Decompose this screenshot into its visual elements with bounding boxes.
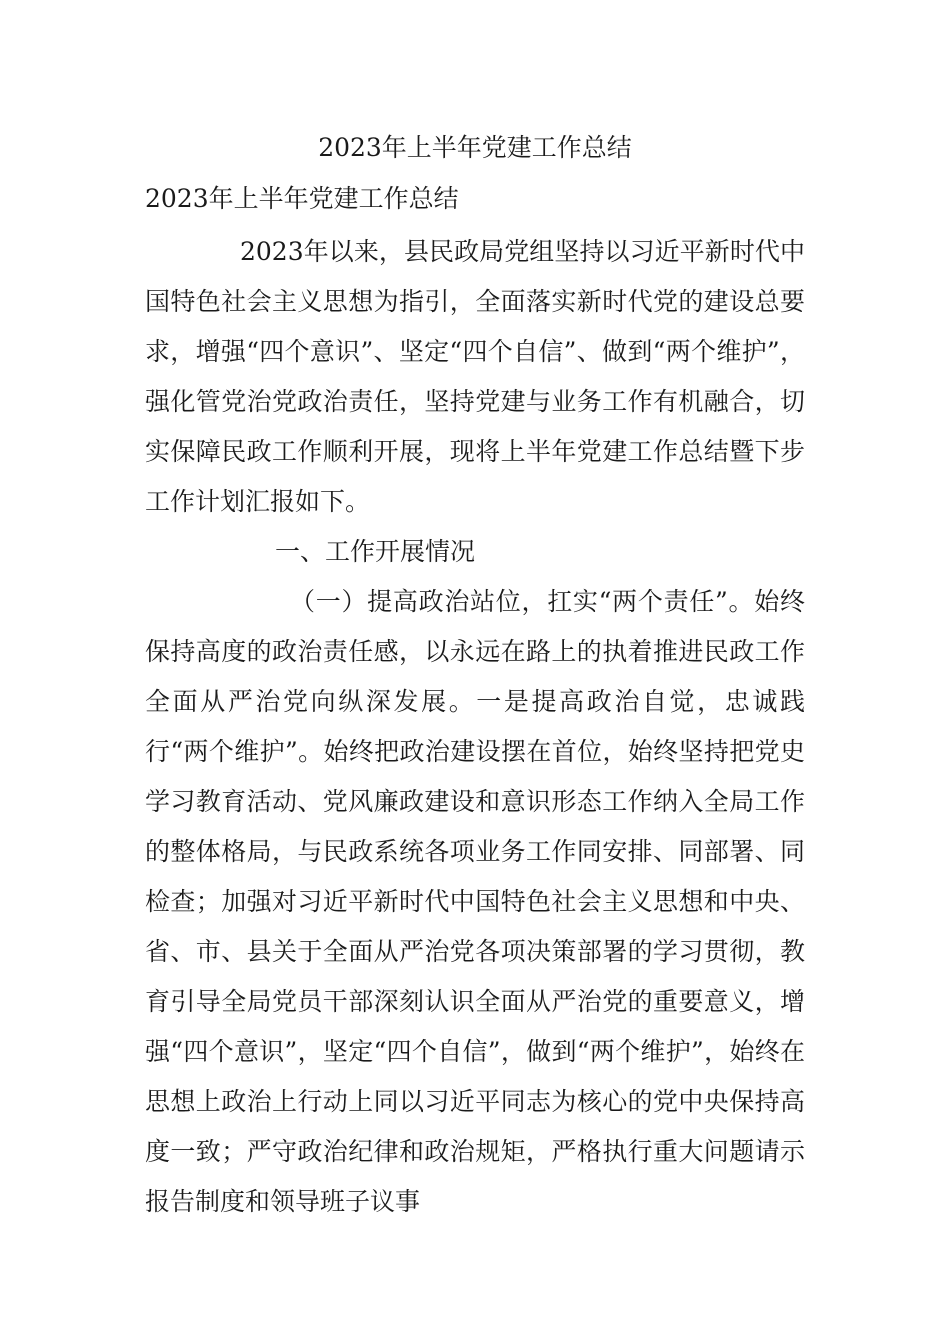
document-subtitle: 2023年上半年党建工作总结 (145, 184, 459, 213)
section-paragraph: （一）提高政治站位，扛实“两个责任”。始终保持高度的政治责任感，以永远在路上的执着推进民政工作全面从严治党向纵深发展。一是提高政治自觉，忠诚践行“两个维护”。始终把政治建设摆在首位，始终坚持把党史学习教育活动、党风廉政建设和意识形态工作纳入全局工作的整体格局，与民政系统各项业务工作同安排、同部署、同检查；加强对习近平新时代中国特色社会主义思想和中央、省、市、县关于全面从严治党各项决策部署的学习贯彻，教育引导全局党员干部深刻认识全面从严治党的重要意义，增强“四个意识”，坚定“四个自信”，做到“两个维护”，始终在思想上政治上行动上同以习近平同志为核心的党中央保持高度一致；严守政治纪律和政治规矩，严格执行重大问题请示报告制度和领导班子议事 (145, 587, 805, 1216)
document-title: 2023年上半年党建工作总结 (318, 133, 632, 162)
section-heading: 一、工作开展情况 (275, 537, 476, 566)
document-body (145, 227, 805, 1227)
intro-paragraph: 2023年以来，县民政局党组坚持以习近平新时代中国特色社会主义思想为指引，全面落实新时代党的建设总要求，增强“四个意识”、坚定“四个自信”、做到“两个维护”，强化管党治党政治责任，坚持党建与业务工作有机融合，切实保障民政工作顺利开展，现将上半年党建工作总结暨下步工作计划汇报如下。 (145, 237, 805, 516)
